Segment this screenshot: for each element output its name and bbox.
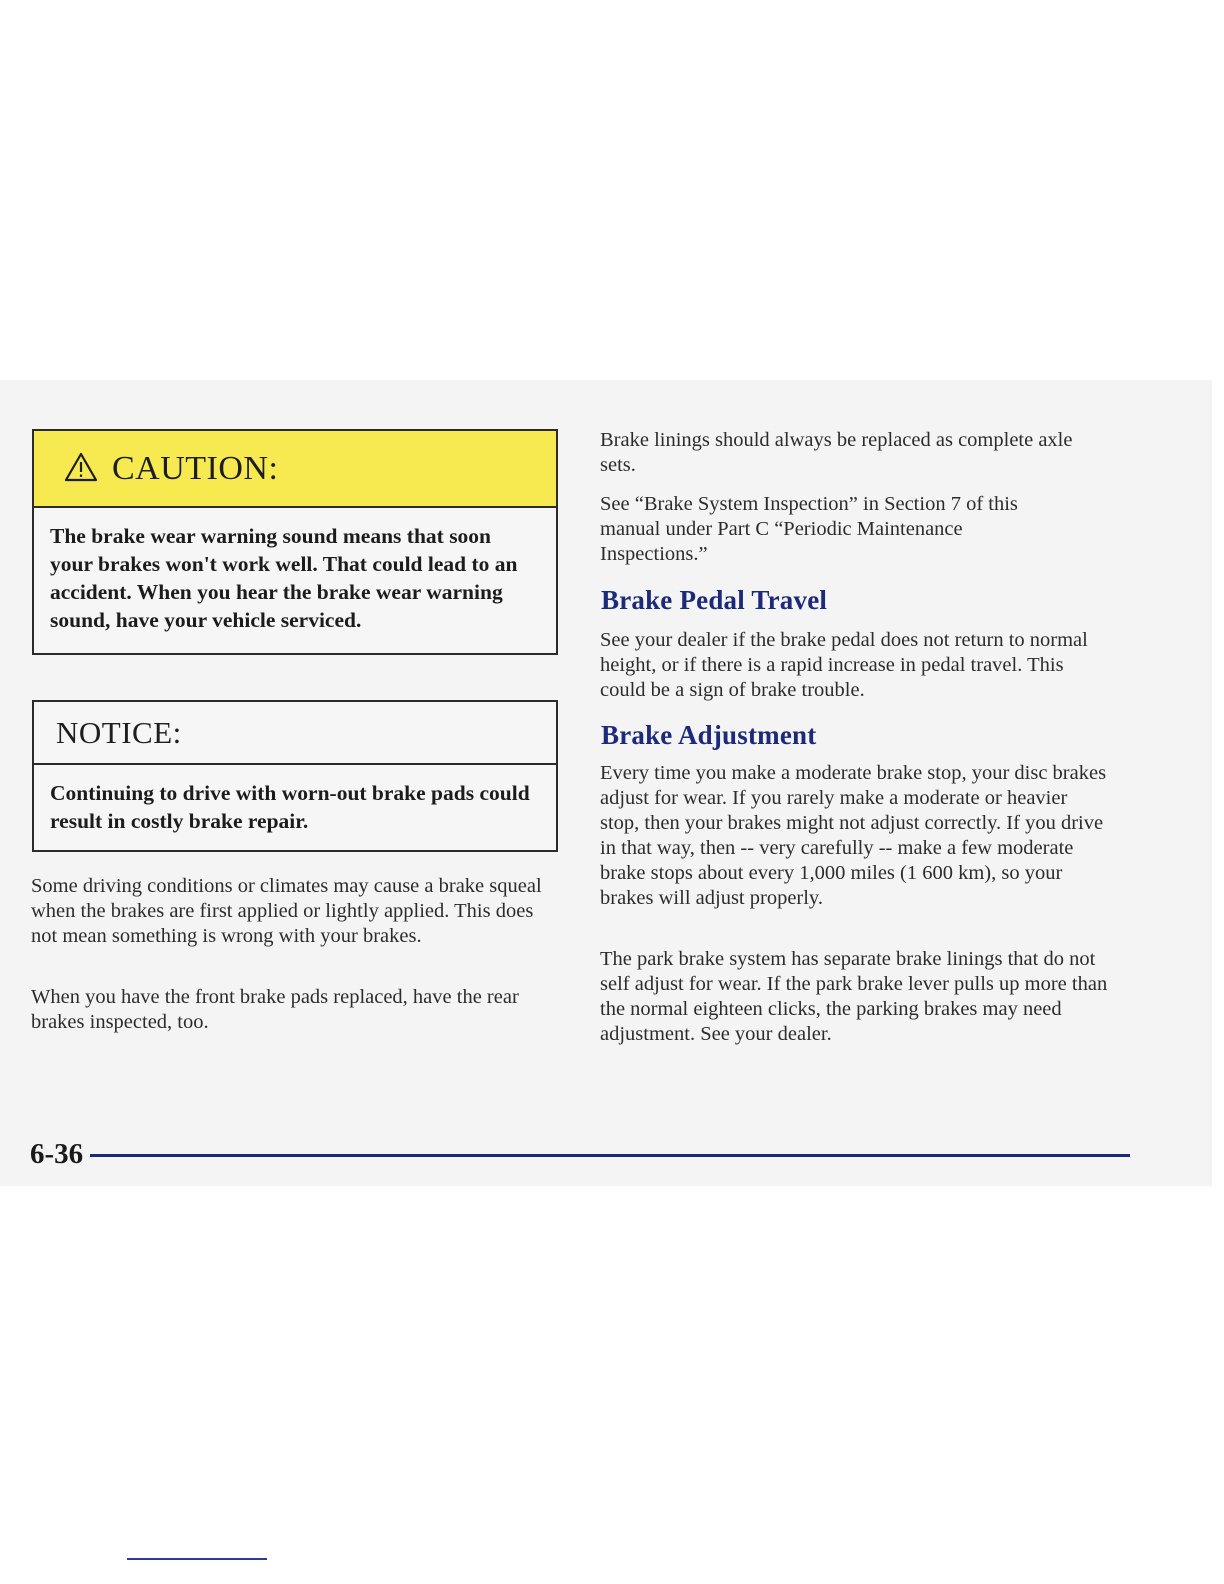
warning-triangle-icon [64,452,98,482]
brake-squeal-paragraph: Some driving conditions or climates may cause a brake squeal when the brakes are first applied or lightly applied. This does not mean something is wrong with your brakes. [31,875,542,947]
notice-box [32,700,558,852]
decorative-line [127,1558,267,1560]
brake-adjustment-paragraph: Every time you make a moderate brake stop, your disc brakes adjust for wear. If you rarely make a moderate or heavier stop, then your brakes might not adjust correctly. If you drive in that way, then -- very carefully -- make a few moderate brake stops about every 1,000 miles (1 600 km), so your brakes will adjust properly. [600,762,1107,909]
brake-adjustment-heading: Brake Adjustment [601,720,817,750]
front-pads-paragraph: When you have the front brake pads replaced, have the rear brakes inspected, too. [31,986,519,1033]
caution-header [34,431,556,508]
inspection-reference-paragraph: See “Brake System Inspection” in Section 7 of this manual under Part C “Periodic Maintenance Inspections.” [600,493,1018,565]
caution-text: The brake wear warning sound means that soon your brakes won't work well. That could lead to an accident. When you hear the brake wear warning sound, have your vehicle serviced. [50,524,518,632]
brake-pedal-travel-heading: Brake Pedal Travel [601,585,828,615]
page-number: 6-36 [30,1138,84,1170]
notice-text: Continuing to drive with worn-out brake pads could result in costly brake repair. [50,781,530,833]
caution-title: CAUTION: [112,449,279,487]
pedal-travel-paragraph: See your dealer if the brake pedal does not return to normal height, or if there is a rapid increase in pedal travel. This could be a sign of brake trouble. [600,629,1088,701]
linings-paragraph: Brake linings should always be replaced as complete axle sets. [600,429,1073,476]
notice-header [34,702,556,765]
caution-box [32,429,558,655]
notice-title: NOTICE: [56,714,182,750]
footer-rule [90,1154,1130,1157]
park-brake-paragraph: The park brake system has separate brake linings that do not self adjust for wear. If the park brake lever pulls up more than the normal eighteen clicks, the parking brakes may need adjustment. See your dealer. [600,948,1108,1045]
